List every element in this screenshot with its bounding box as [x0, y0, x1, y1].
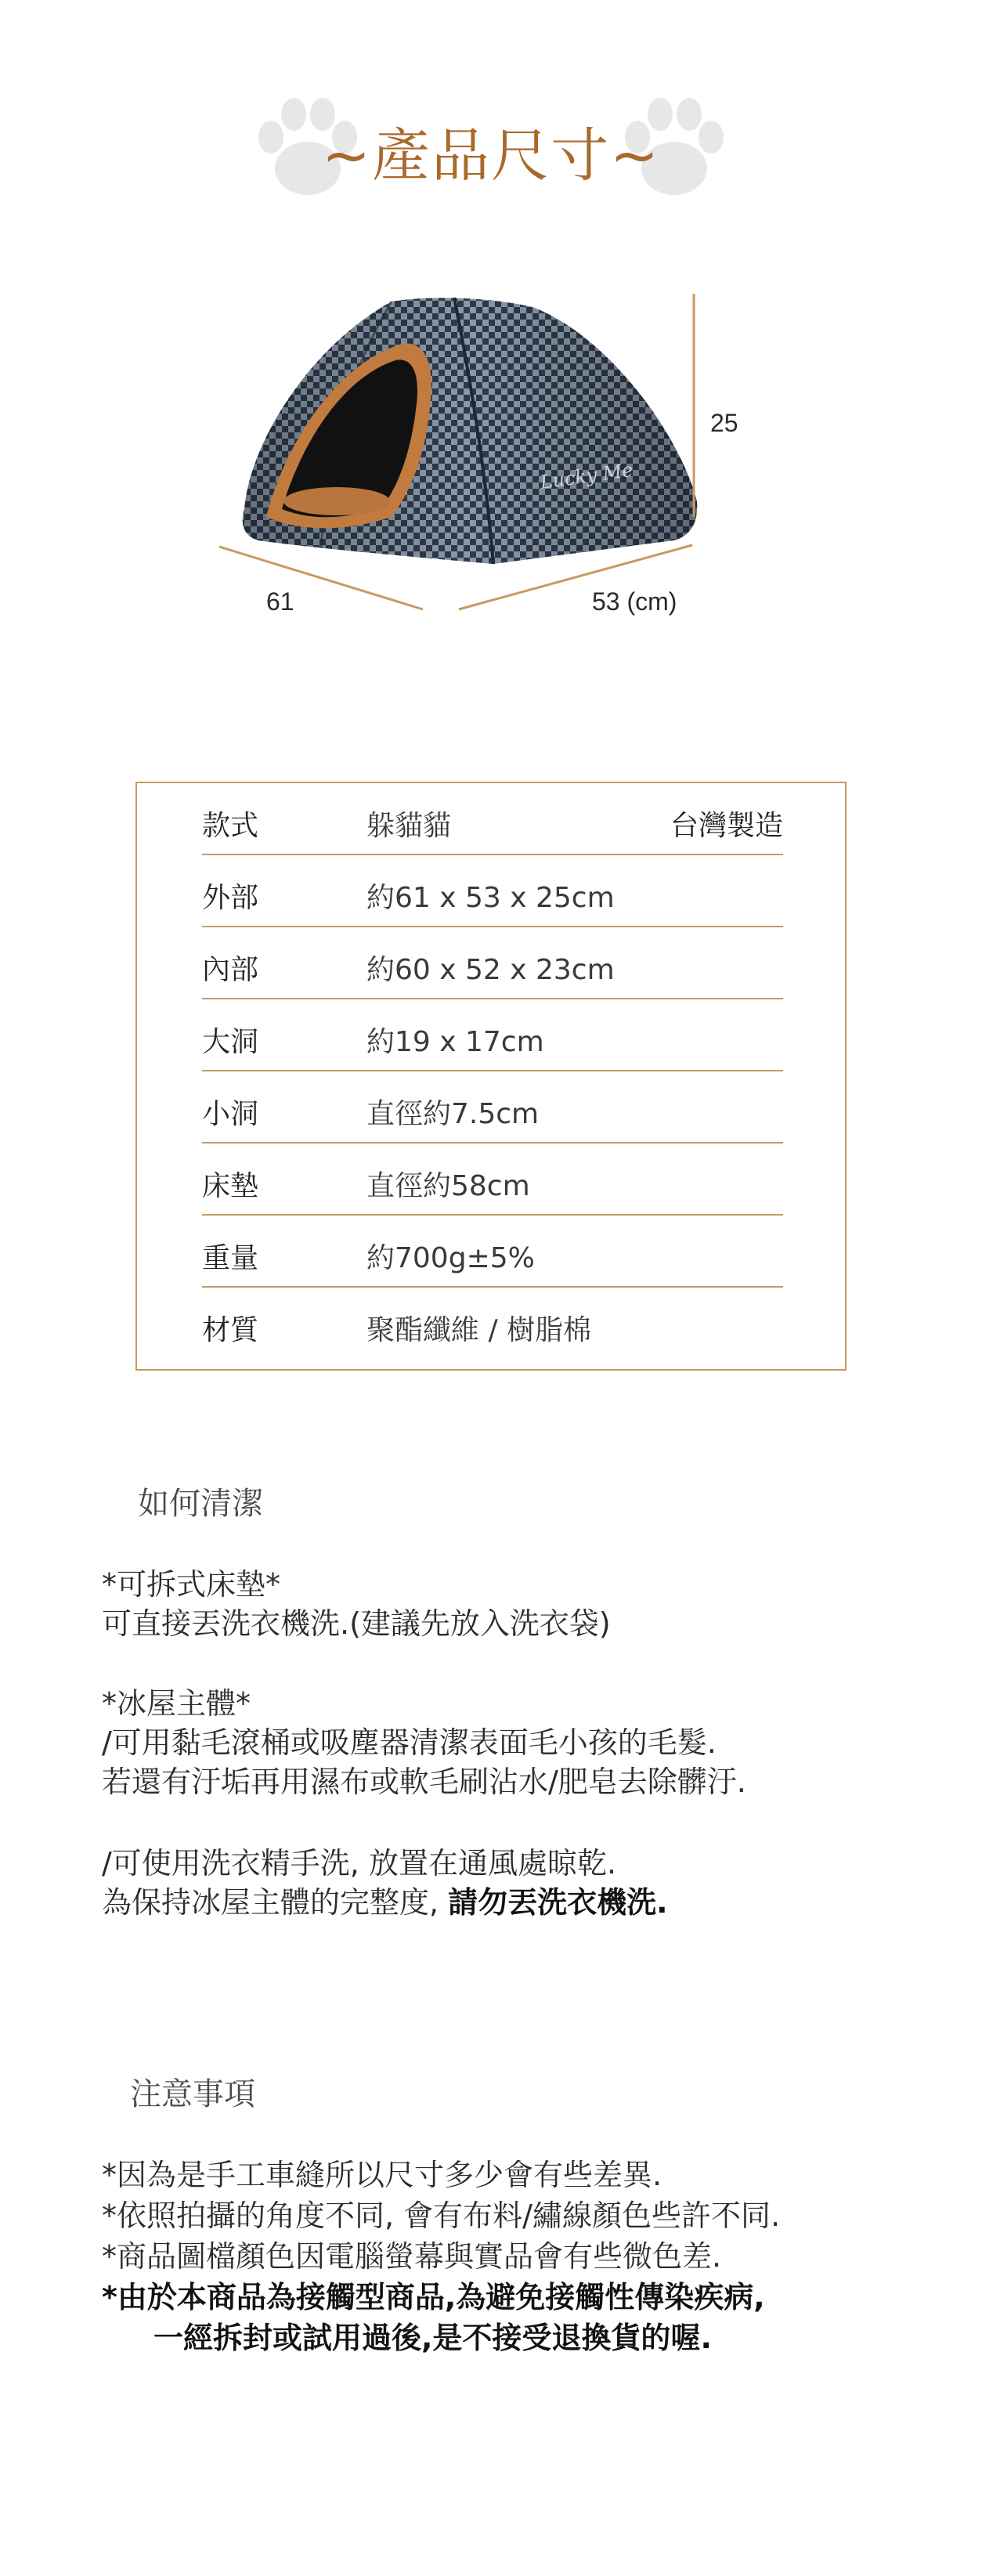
spec-value: 約700g±5% [366, 1242, 535, 1274]
cleaning-heading: 如何清潔 [138, 1486, 263, 1522]
dimension-height: 25 [710, 409, 738, 437]
spec-row-large-hole [202, 999, 783, 1071]
note-line-5: 一經拆封或試用過後,是不接受退換貨的喔. [153, 2321, 712, 2355]
body-line-1: /可用黏毛滾桶或吸塵器清潔表面毛小孩的毛髮. [102, 1725, 717, 1760]
spec-label: 外部 [202, 882, 259, 914]
wash-line-1: /可使用洗衣精手洗, 放置在通風處晾乾. [102, 1846, 617, 1881]
spec-row-inner [202, 927, 783, 999]
mat-title: *可拆式床墊* [102, 1567, 281, 1602]
spec-label: 內部 [202, 954, 259, 986]
spec-value: 直徑約58cm [366, 1170, 530, 1202]
spec-value: 聚酯纖維 / 樹脂棉 [366, 1314, 592, 1346]
spec-label: 重量 [202, 1242, 259, 1274]
spec-table [135, 782, 847, 1371]
spec-label: 款式 [202, 810, 259, 842]
notes-heading: 注意事項 [130, 2076, 255, 2112]
spec-label: 小洞 [202, 1098, 259, 1130]
page-title: ~產品尺寸~ [321, 122, 660, 190]
spec-row-weight [202, 1216, 783, 1288]
wash-line-2-text: 為保持冰屋主體的完整度, [102, 1885, 449, 1920]
mat-text: 可直接丟洗衣機洗.(建議先放入洗衣袋) [102, 1606, 611, 1641]
pet-tent-illustration [0, 282, 982, 658]
brand-mark: Lucky Me [538, 458, 635, 494]
origin-label: 台灣製造 [670, 810, 783, 842]
note-line-4: *由於本商品為接觸型商品,為避免接觸性傳染疾病, [102, 2280, 765, 2314]
spec-row-style [202, 783, 783, 855]
spec-row-mat [202, 1143, 783, 1216]
wash-warning: 請勿丟洗衣機洗. [448, 1885, 668, 1920]
spec-value: 約19 x 17cm [366, 1026, 544, 1058]
wash-line-2 [102, 1883, 668, 1922]
dimension-length: 61 [266, 587, 294, 616]
spec-value: 約61 x 53 x 25cm [366, 882, 615, 914]
spec-row-small-hole [202, 1071, 783, 1143]
spec-row-outer [202, 855, 783, 927]
spec-label: 床墊 [202, 1170, 259, 1202]
spec-value: 躲貓貓 [366, 810, 452, 842]
spec-row-material [202, 1288, 783, 1360]
spec-label: 大洞 [202, 1026, 259, 1058]
note-line-1: *因為是手工車縫所以尺寸多少會有些差異. [102, 2158, 662, 2192]
body-title: *冰屋主體* [102, 1686, 251, 1721]
spec-value: 約60 x 52 x 23cm [366, 954, 615, 986]
body-line-2: 若還有汙垢再用濕布或軟毛刷沾水/肥皂去除髒汙. [102, 1765, 746, 1799]
spec-label: 材質 [202, 1314, 259, 1346]
note-line-2: *依照拍攝的角度不同, 會有布料/繡線顏色些許不同. [102, 2198, 781, 2233]
dimension-width: 53 (cm) [592, 587, 677, 616]
spec-value: 直徑約7.5cm [366, 1098, 540, 1130]
note-line-3: *商品圖檔顏色因電腦螢幕與實品會有些微色差. [102, 2239, 722, 2274]
